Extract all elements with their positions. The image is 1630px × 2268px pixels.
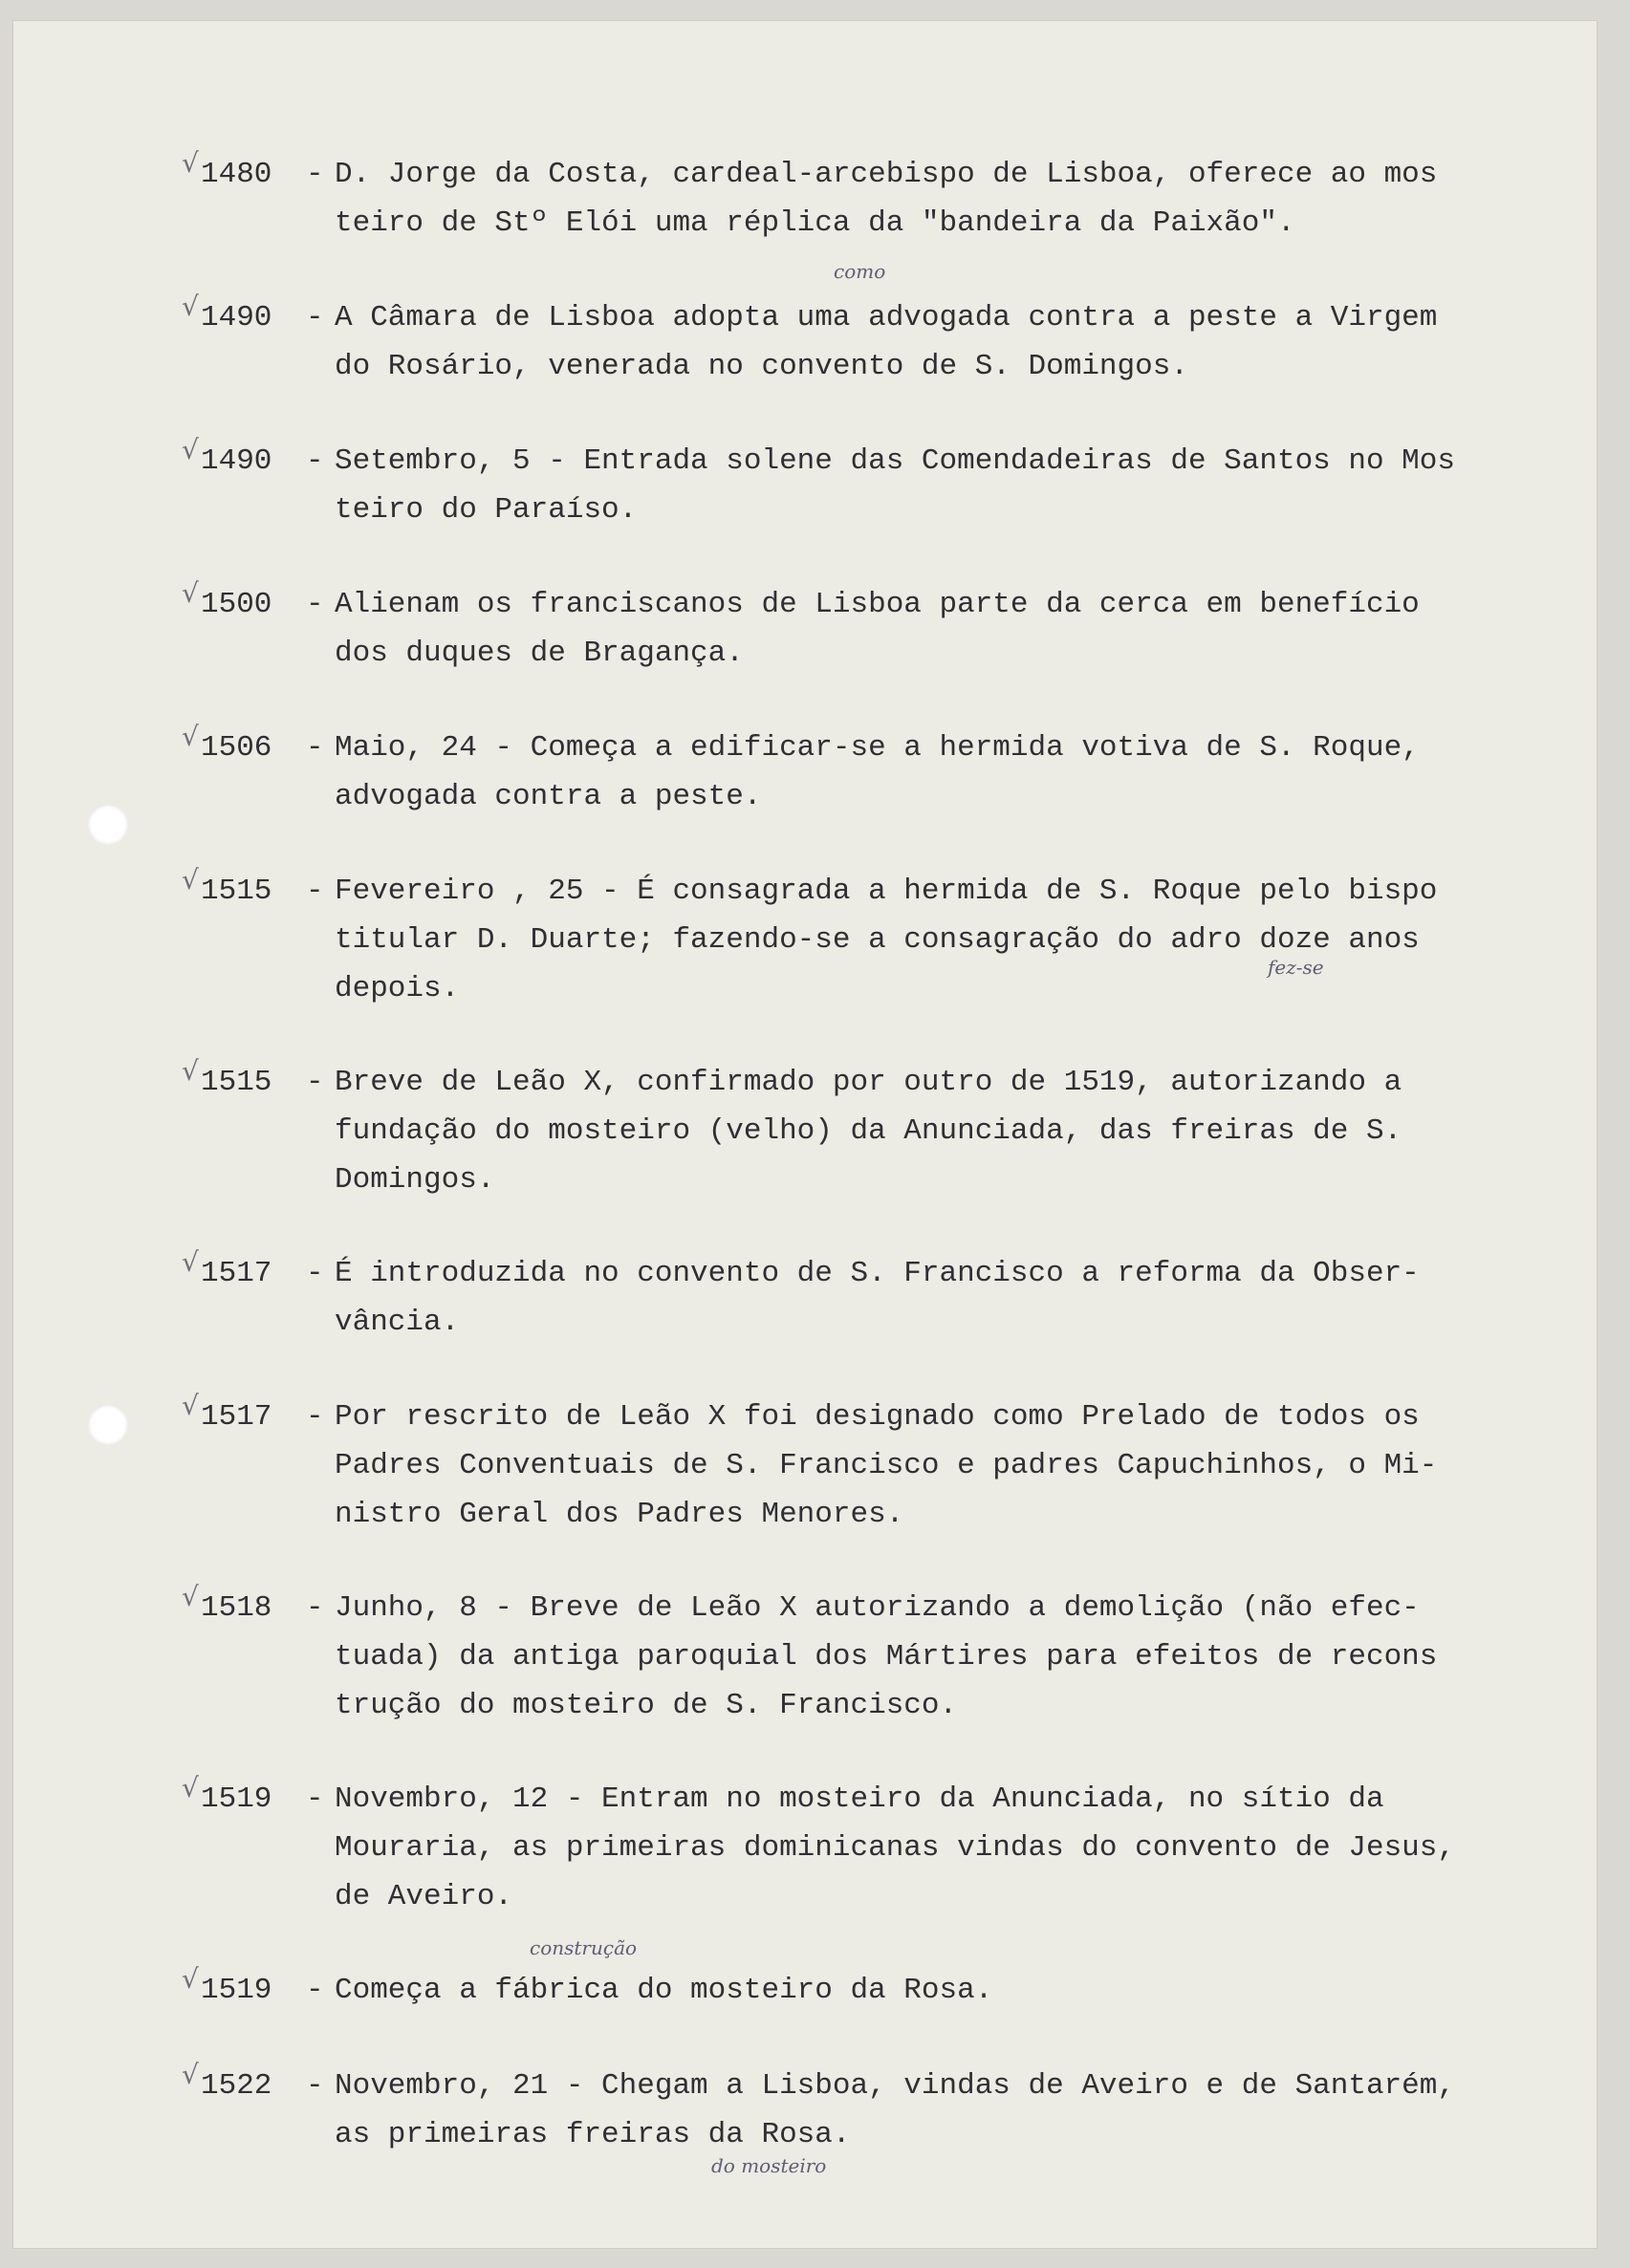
entry-text [335,1966,1539,2015]
document-page [13,21,1597,2248]
entry-text [335,867,1539,1013]
entry-text [335,1584,1539,1730]
handwritten-note-do-mosteiro: do mosteiro [711,2154,827,2177]
entry-text-line: depois. [335,972,460,1005]
entry-year: 1518 [201,1591,272,1625]
entry-text [335,1393,1539,1539]
entry-text-line: titular D. Duarte; fazendo-se a consagração do adro doze anos [335,923,1420,957]
entry-year: 1517 [201,1400,272,1434]
entry-year: 1519 [201,1782,272,1816]
check-mark-icon: √ [182,434,199,465]
entry-text-line: Mouraria, as primeiras dominicanas vindas do convento de Jesus, [335,1831,1455,1865]
entry-separator: - [306,1782,324,1816]
punch-hole [88,1405,128,1445]
check-mark-icon: √ [182,291,199,322]
entry-text-line: do Rosário, venerada no convento de S. Domingos. [335,350,1188,383]
entry-text-line: Começa a fábrica do mosteiro da Rosa. [335,1974,993,2007]
entry-text [335,1249,1539,1347]
entry-text-line: Domingos. [335,1163,495,1197]
entry-text-line: Por rescrito de Leão X foi designado como Prelado de todos os [335,1400,1420,1434]
handwritten-note-construcao: construção [530,1936,638,1959]
entry-year: 1480 [201,158,272,191]
entry-text-line: dos duques de Bragança. [335,637,744,670]
check-mark-icon: √ [182,1581,199,1612]
entry-separator: - [306,1974,324,2007]
check-mark-icon: √ [182,864,199,896]
entry-text [335,293,1539,391]
entry-separator: - [306,588,324,621]
entry-text-line: Setembro, 5 - Entrada solene das Comendadeiras de Santos no Mos [335,444,1455,478]
entry-text-line: trução do mosteiro de S. Francisco. [335,1689,958,1722]
check-mark-icon: √ [182,1055,199,1087]
entry-text-line: Breve de Leão X, confirmado por outro de 1519, autorizando a [335,1066,1402,1099]
check-mark-icon: √ [182,1963,199,1995]
entry-text [335,1775,1539,1921]
entry-separator: - [306,444,324,478]
entry-year: 1490 [201,301,272,335]
entry-text-line: teiro de Stº Elói uma réplica da "bandeira da Paixão". [335,206,1295,240]
entry-separator: - [306,1591,324,1625]
entry-text-line: É introduzida no convento de S. Francisco a reforma da Obser- [335,1257,1420,1290]
entry-text-line: vância. [335,1306,460,1339]
entry-year: 1519 [201,1974,272,2007]
entry-year: 1490 [201,444,272,478]
entry-text [335,724,1539,821]
entry-text [335,437,1539,534]
entry-text [335,580,1539,678]
entry-text-line: teiro do Paraíso. [335,493,638,527]
entry-text-line: as primeiras freiras da Rosa. [335,2118,851,2151]
entry-year: 1517 [201,1257,272,1290]
check-mark-icon: √ [182,721,199,752]
entry-text-line: Fevereiro , 25 - É consagrada a hermida de S. Roque pelo bispo [335,875,1438,908]
entry-text-line: Novembro, 12 - Entram no mosteiro da Anunciada, no sítio da [335,1782,1384,1816]
entry-year: 1506 [201,731,272,765]
entry-text-line: Padres Conventuais de S. Francisco e padres Capuchinhos, o Mi- [335,1449,1438,1482]
check-mark-icon: √ [182,2059,199,2090]
entry-year: 1500 [201,588,272,621]
entry-text-line: Junho, 8 - Breve de Leão X autorizando a demolição (não efec- [335,1591,1420,1625]
entry-text-line: A Câmara de Lisboa adopta uma advogada contra a peste a Virgem [335,301,1438,335]
entry-year: 1515 [201,875,272,908]
entry-separator: - [306,158,324,191]
entry-text-line: tuada) da antiga paroquial dos Mártires para efeitos de recons [335,1640,1438,1674]
entry-separator: - [306,1400,324,1434]
entry-text [335,150,1539,248]
entry-separator: - [306,2069,324,2103]
entry-text-line: nistro Geral dos Padres Menores. [335,1498,904,1531]
entry-text-line: fundação do mosteiro (velho) da Anunciada, das freiras de S. [335,1114,1402,1148]
entry-text-line: Novembro, 21 - Chegam a Lisboa, vindas de Aveiro e de Santarém, [335,2069,1455,2103]
handwritten-note-como: como [834,260,886,283]
handwritten-note-fez-se: fez-se [1268,956,1324,979]
entry-separator: - [306,731,324,765]
entry-separator: - [306,875,324,908]
entry-text-line: D. Jorge da Costa, cardeal-arcebispo de Lisboa, oferece ao mos [335,158,1438,191]
check-mark-icon: √ [182,577,199,609]
entry-separator: - [306,1066,324,1099]
check-mark-icon: √ [182,147,199,179]
entry-text [335,1058,1539,1204]
entry-text [335,2062,1539,2159]
check-mark-icon: √ [182,1246,199,1278]
entry-text-line: Maio, 24 - Começa a edificar-se a hermida votiva de S. Roque, [335,731,1420,765]
punch-hole [88,805,128,845]
entry-separator: - [306,1257,324,1290]
check-mark-icon: √ [182,1390,199,1421]
entry-text-line: de Aveiro. [335,1880,513,1913]
entry-year: 1522 [201,2069,272,2103]
entry-text-line: advogada contra a peste. [335,780,762,813]
entry-separator: - [306,301,324,335]
entry-year: 1515 [201,1066,272,1099]
check-mark-icon: √ [182,1772,199,1804]
entry-text-line: Alienam os franciscanos de Lisboa parte da cerca em benefício [335,588,1420,621]
